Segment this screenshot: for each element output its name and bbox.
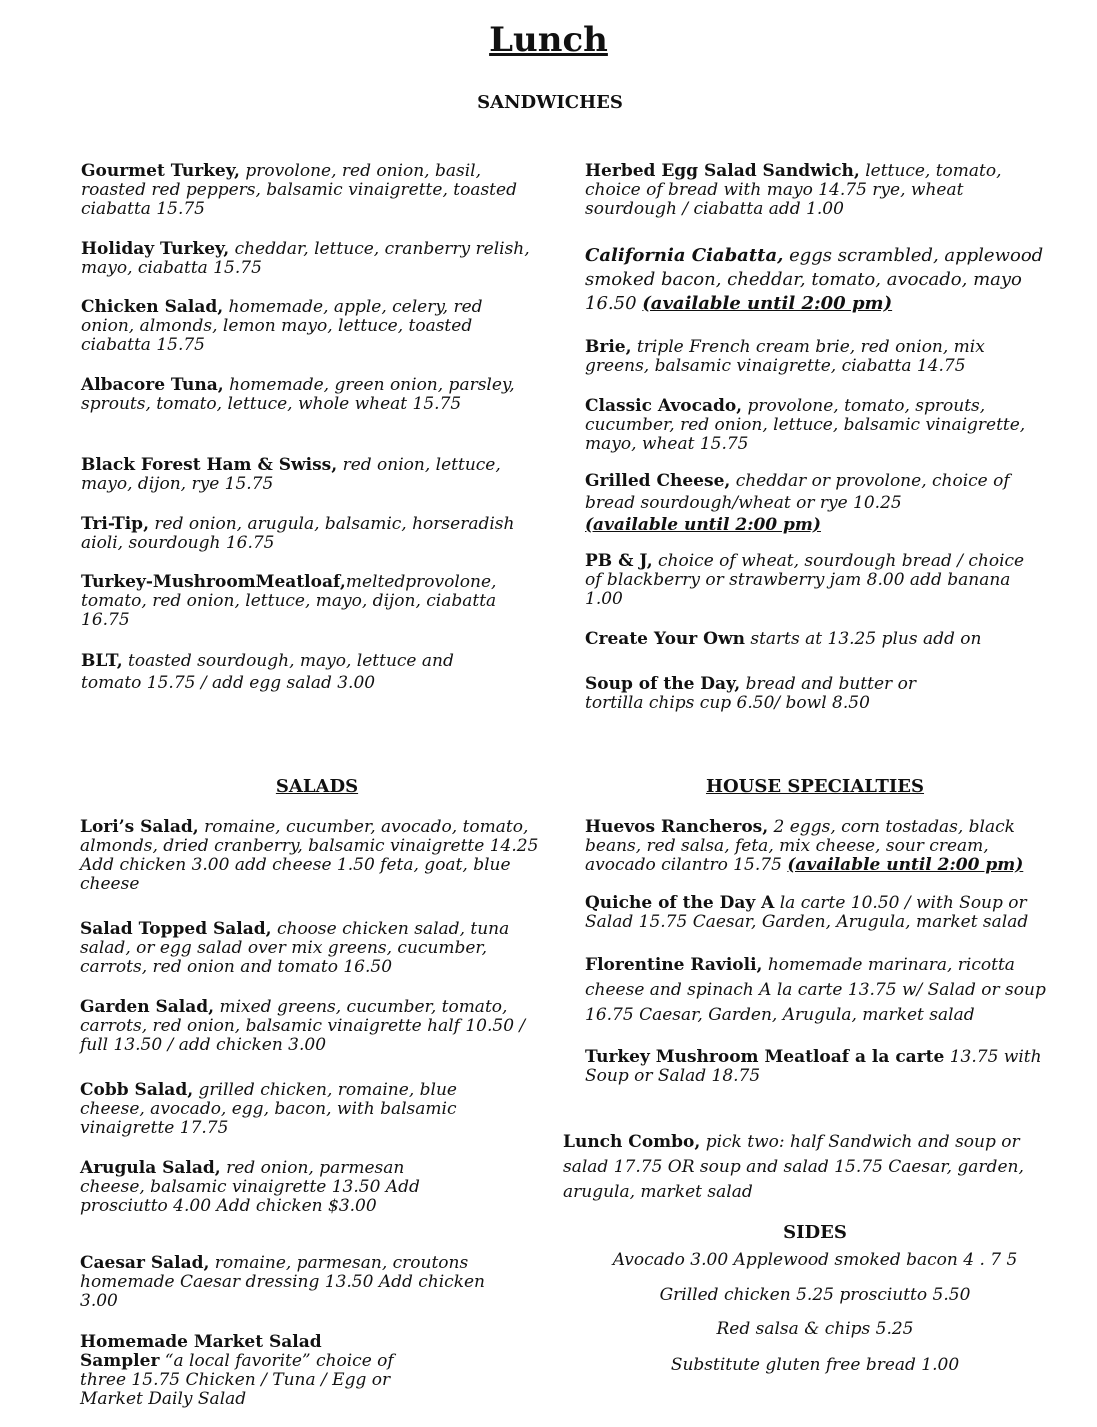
menu-item: Garden Salad, mixed greens, cucumber, tomato, carrots, red onion, balsamic vinaigrette half 10.50 / full 13.50 / add chicken 3.00 [80,997,526,1055]
menu-item: Holiday Turkey, cheddar, lettuce, cranberry relish, mayo, ciabatta 15.75 [81,239,530,278]
menu-item: Florentine Ravioli, homemade marinara, ricotta cheese and spinach A la carte 13.75 w/ Salad or soup 16.75 Caesar, Garden, Arugula, market salad [585,955,1046,1025]
menu-item: Grilled Cheese, cheddar or provolone, choice of bread sourdough/wheat or rye 10.25 (available until 2:00 pm) [585,471,1010,535]
menu-item: Gourmet Turkey, provolone, red onion, basil, roasted red peppers, balsamic vinaigrette, toasted ciabatta 15.75 [81,161,517,219]
page-title: Lunch [489,20,608,60]
menu-item: Huevos Rancheros, 2 eggs, corn tostadas, black beans, red salsa, feta, mix cheese, sour cream, avocado cilantro 15.75 (available until 2:00 pm) [585,817,1024,875]
menu-item: BLT, toasted sourdough, mayo, lettuce and tomato 15.75 / add egg salad 3.00 [81,651,454,693]
menu-item: Soup of the Day, bread and butter or tortilla chips cup 6.50/ bowl 8.50 [585,674,916,713]
side-item: Substitute gluten free bread 1.00 [670,1355,960,1375]
side-item: Grilled chicken 5.25 prosciutto 5.50 [659,1285,971,1305]
menu-item: Black Forest Ham & Swiss, red onion, lettuce, mayo, dijon, rye 15.75 [81,455,501,494]
menu-item: California Ciabatta, eggs scrambled, applewood smoked bacon, cheddar, tomato, avocado, mayo 16.50 (available until 2:00 pm) [585,245,1044,314]
side-item: Red salsa & chips 5.25 [716,1319,914,1339]
menu-item: Tri-Tip, red onion, arugula, balsamic, horseradish aioli, sourdough 16.75 [81,514,515,553]
menu-item: Chicken Salad, homemade, apple, celery, red onion, almonds, lemon mayo, lettuce, toasted ciabatta 15.75 [81,297,483,355]
sandwiches-heading: SANDWICHES [477,92,623,113]
menu-item: Salad Topped Salad, choose chicken salad, tuna salad, or egg salad over mix greens, cucumber, carrots, red onion and tomato 16.50 [80,919,510,977]
salads-heading: SALADS [275,776,359,797]
menu-item: Create Your Own starts at 13.25 plus add on [585,629,982,649]
sides-heading: SIDES [783,1222,847,1243]
menu-item: Cobb Salad, grilled chicken, romaine, blue cheese, avocado, egg, bacon, with balsamic vinaigrette 17.75 [80,1080,457,1138]
lunch-combo: Lunch Combo, pick two: half Sandwich and soup or salad 17.75 OR soup and salad 15.75 Caesar, garden, arugula, market salad [563,1132,1024,1202]
menu-item: Quiche of the Day A la carte 10.50 / with Soup or Salad 15.75 Caesar, Garden, Arugula, market salad [585,893,1029,932]
menu-item: Albacore Tuna, homemade, green onion, parsley, sprouts, tomato, lettuce, whole wheat 15.75 [81,375,515,414]
side-item: Avocado 3.00 Applewood smoked bacon 4 . 7 5 [612,1250,1018,1270]
menu-item: Caesar Salad, romaine, parmesan, croutons homemade Caesar dressing 13.50 Add chicken 3.00 [80,1253,486,1311]
menu-item: Herbed Egg Salad Sandwich, lettuce, tomato, choice of bread with mayo 14.75 rye, wheat sourdough / ciabatta add 1.00 [585,161,1002,219]
menu-item: Brie, triple French cream brie, red onion, mix greens, balsamic vinaigrette, ciabatta 14.75 [585,337,985,376]
menu-item: Classic Avocado, provolone, tomato, sprouts, cucumber, red onion, lettuce, balsamic vinaigrette, mayo, wheat 15.75 [585,396,1026,454]
menu-item: PB & J, choice of wheat, sourdough bread / choice of blackberry or strawberry jam 8.00 add banana 1.00 [585,551,1025,609]
specialties-heading: HOUSE SPECIALTIES [705,776,925,797]
menu-item: Turkey Mushroom Meatloaf a la carte 13.75 with Soup or Salad 18.75 [585,1047,1042,1086]
menu-item: Turkey-MushroomMeatloaf,meltedprovolone, tomato, red onion, lettuce, mayo, dijon, ciabatta 16.75 [81,572,497,630]
menu-item: Lori’s Salad, romaine, cucumber, avocado, tomato, almonds, dried cranberry, balsamic vinaigrette 14.25 Add chicken 3.00 add cheese 1.50 feta, goat, blue cheese [80,817,539,894]
menu-item: Homemade Market Salad Sampler “a local favorite” choice of three 15.75 Chicken / Tuna / Egg or Market Daily Salad [80,1332,394,1409]
menu-item: Arugula Salad, red onion, parmesan cheese, balsamic vinaigrette 13.50 Add prosciutto 4.00 Add chicken $3.00 [80,1158,420,1216]
